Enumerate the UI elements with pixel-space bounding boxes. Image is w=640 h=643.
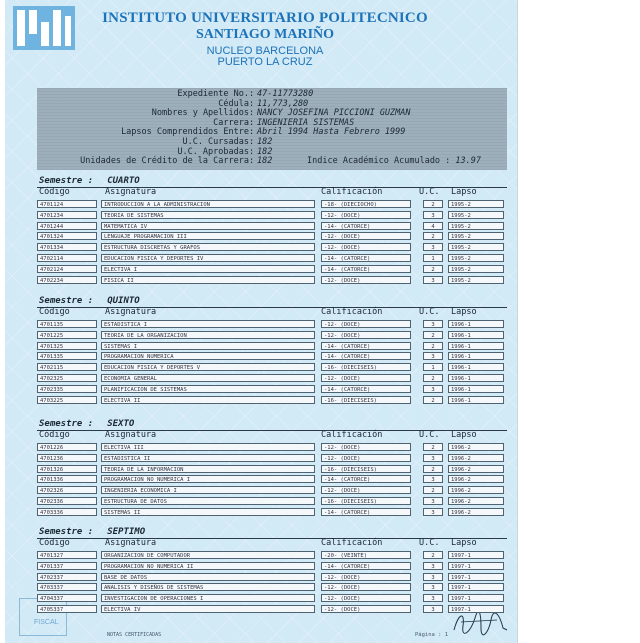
course-name: ORGANIZACION DE COMPUTADOR <box>101 551 315 559</box>
course-lapse: 1996-2 <box>448 497 504 505</box>
course-credits: 2 <box>423 200 443 208</box>
course-credits: 3 <box>423 562 443 570</box>
course-code: 4702234 <box>37 276 97 284</box>
course-lapse: 1996-1 <box>448 385 504 393</box>
course-code: 4702124 <box>37 265 97 273</box>
course-code: 4701244 <box>37 222 97 230</box>
course-grade: -12- (DOCE) <box>321 605 411 613</box>
semester-name: SEPTIMO <box>107 527 146 537</box>
semester-colon: : <box>82 419 94 429</box>
course-code: 4705337 <box>37 605 97 613</box>
column-header-code: Código <box>39 307 70 317</box>
info-value: 11,773,280 <box>257 98 309 109</box>
course-grade: -16- (DIECISEIS) <box>321 497 411 505</box>
course-row <box>5 254 517 264</box>
course-row <box>5 232 517 242</box>
info-label: Carrera <box>213 117 249 128</box>
course-credits: 2 <box>423 551 443 559</box>
course-credits: 3 <box>423 352 443 360</box>
semester-title <box>39 419 134 429</box>
course-code: 4702337 <box>37 573 97 581</box>
course-credits: 3 <box>423 211 443 219</box>
course-name: MATEMATICA IV <box>101 222 315 230</box>
column-header-uc: U.C. <box>419 307 440 317</box>
semester-colon: : <box>82 176 94 186</box>
course-name: PLANIFICACION DE SISTEMAS <box>101 385 315 393</box>
course-lapse: 1995-2 <box>448 222 504 230</box>
course-lapse: 1995-2 <box>448 211 504 219</box>
course-name: ESTRUCTURA DISCRETAS Y GRAFOS <box>101 243 315 251</box>
course-row <box>5 374 517 384</box>
course-grade: -14- (CATORCE) <box>321 342 411 350</box>
course-name: INTRODUCCION A LA ADMINISTRACION <box>101 200 315 208</box>
course-row <box>5 222 517 232</box>
course-grade: -16- (DIECISEIS) <box>321 363 411 371</box>
course-code: 4701225 <box>37 331 97 339</box>
course-grade: -14- (CATORCE) <box>321 254 411 262</box>
course-code: 4701324 <box>37 232 97 240</box>
course-credits: 2 <box>423 486 443 494</box>
course-grade: -16- (DIECISEIS) <box>321 465 411 473</box>
course-code: 4701327 <box>37 551 97 559</box>
course-row <box>5 465 517 475</box>
semester-name: QUINTO <box>107 296 140 306</box>
course-grade: -12- (DOCE) <box>321 211 411 219</box>
course-row <box>5 211 517 221</box>
footer-note: NOTAS CERTIFICADAS <box>107 632 162 638</box>
course-code: 4701325 <box>37 342 97 350</box>
course-credits: 1 <box>423 254 443 262</box>
course-grade: -14- (CATORCE) <box>321 562 411 570</box>
info-label: Cédula <box>218 98 249 109</box>
course-row <box>5 508 517 518</box>
info-value: 182 <box>257 146 273 157</box>
course-grade: -14- (CATORCE) <box>321 352 411 360</box>
course-lapse: 1997-1 <box>448 605 504 613</box>
course-credits: 3 <box>423 385 443 393</box>
course-row <box>5 562 517 572</box>
course-credits: 2 <box>423 374 443 382</box>
course-code: 4701336 <box>37 475 97 483</box>
semester-name: SEXTO <box>107 419 135 429</box>
course-row <box>5 475 517 485</box>
course-row <box>5 363 517 373</box>
course-code: 4702336 <box>37 497 97 505</box>
course-name: ELECTIVA I <box>101 265 315 273</box>
course-credits: 4 <box>423 222 443 230</box>
semester-label: Semestre <box>39 527 83 537</box>
campus-city: PUERTO LA CRUZ <box>217 56 313 68</box>
course-name: INGENIERIA ECONOMICA I <box>101 486 315 494</box>
course-code: 4702325 <box>37 374 97 382</box>
course-credits: 3 <box>423 276 443 284</box>
semester-label: Semestre <box>39 419 83 429</box>
course-name: EDUCACION FISICA Y DEPORTES IV <box>101 254 315 262</box>
academic-index-colon: : <box>440 156 456 167</box>
info-row <box>37 109 507 118</box>
course-name: ESTADISTICA II <box>101 454 315 462</box>
course-credits: 2 <box>423 232 443 240</box>
semester-name: CUARTO <box>107 176 140 186</box>
course-lapse: 1996-2 <box>448 486 504 494</box>
course-code: 4703336 <box>37 508 97 516</box>
column-header-subject: Asignatura <box>105 307 157 317</box>
course-code: 4701326 <box>37 465 97 473</box>
course-code: 4701334 <box>37 243 97 251</box>
course-lapse: 1996-1 <box>448 342 504 350</box>
course-row <box>5 605 517 615</box>
course-lapse: 1995-2 <box>448 200 504 208</box>
course-code: 4701335 <box>37 352 97 360</box>
course-name: ELECTIVA IV <box>101 605 315 613</box>
course-lapse: 1997-1 <box>448 551 504 559</box>
info-row <box>37 138 507 147</box>
info-colon: : <box>249 89 255 99</box>
academic-index <box>307 157 481 166</box>
course-credits: 2 <box>423 443 443 451</box>
course-lapse: 1997-1 <box>448 583 504 591</box>
course-lapse: 1996-1 <box>448 374 504 382</box>
semester-label: Semestre <box>39 296 83 306</box>
course-lapse: 1996-1 <box>448 396 504 404</box>
course-code: 4702335 <box>37 385 97 393</box>
column-header-uc: U.C. <box>419 187 440 197</box>
course-grade: -14- (CATORCE) <box>321 385 411 393</box>
semester-colon: : <box>82 527 94 537</box>
course-lapse: 1997-1 <box>448 562 504 570</box>
course-grade: -12- (DOCE) <box>321 443 411 451</box>
course-credits: 2 <box>423 331 443 339</box>
info-label: Lapsos Comprendidos Entre <box>121 127 249 138</box>
column-header-grade: Calificación <box>321 430 383 440</box>
info-colon: : <box>249 146 255 157</box>
course-lapse: 1996-2 <box>448 454 504 462</box>
course-name: FISICA II <box>101 276 315 284</box>
info-label: U.C. Cursadas <box>182 137 249 147</box>
course-row <box>5 352 517 362</box>
info-row <box>37 128 507 137</box>
course-name: PROGRAMACION NUMERICA <box>101 352 315 360</box>
course-row <box>5 551 517 561</box>
course-credits: 3 <box>423 573 443 581</box>
course-credits: 3 <box>423 454 443 462</box>
semester-colon: : <box>82 296 94 306</box>
course-lapse: 1996-2 <box>448 475 504 483</box>
course-name: INVESTIGACION DE OPERACIONES I <box>101 594 315 602</box>
course-code: 4701236 <box>37 454 97 462</box>
course-grade: -18- (DIECIOCHO) <box>321 200 411 208</box>
academic-index-value: 13.97 <box>455 156 482 167</box>
transcript-page <box>5 0 518 643</box>
column-header-lapse: Lapso <box>451 187 477 197</box>
course-lapse: 1997-1 <box>448 594 504 602</box>
course-credits: 3 <box>423 508 443 516</box>
course-row <box>5 331 517 341</box>
course-credits: 2 <box>423 342 443 350</box>
institute-name: INSTITUTO UNIVERSITARIO POLITECNICO <box>102 10 428 26</box>
course-name: EDUCACION FISICA Y DEPORTES V <box>101 363 315 371</box>
course-code: 4701226 <box>37 443 97 451</box>
course-credits: 3 <box>423 497 443 505</box>
course-lapse: 1995-2 <box>448 265 504 273</box>
course-grade: -12- (DOCE) <box>321 331 411 339</box>
semester-title <box>39 296 140 306</box>
course-grade: -12- (DOCE) <box>321 374 411 382</box>
info-label: Expediente No. <box>177 89 249 99</box>
course-credits: 1 <box>423 363 443 371</box>
course-grade: -12- (DOCE) <box>321 486 411 494</box>
course-row <box>5 200 517 210</box>
course-name: ELECTIVA III <box>101 443 315 451</box>
course-credits: 3 <box>423 594 443 602</box>
course-grade: -12- (DOCE) <box>321 594 411 602</box>
course-credits: 3 <box>423 583 443 591</box>
course-credits: 3 <box>423 320 443 328</box>
course-grade: -12- (DOCE) <box>321 243 411 251</box>
course-row <box>5 583 517 593</box>
column-header-lapse: Lapso <box>451 430 477 440</box>
course-code: 4702326 <box>37 486 97 494</box>
course-code: 4701135 <box>37 320 97 328</box>
column-header-grade: Calificación <box>321 538 383 548</box>
course-lapse: 1995-2 <box>448 243 504 251</box>
course-row <box>5 396 517 406</box>
course-grade: -12- (DOCE) <box>321 232 411 240</box>
column-header-subject: Asignatura <box>105 187 157 197</box>
column-header-subject: Asignatura <box>105 538 157 548</box>
course-grade: -12- (DOCE) <box>321 320 411 328</box>
course-code: 4703337 <box>37 583 97 591</box>
course-row <box>5 497 517 507</box>
course-credits: 2 <box>423 396 443 404</box>
course-name: ECONOMIA GENERAL <box>101 374 315 382</box>
course-grade: -14- (CATORCE) <box>321 265 411 273</box>
course-row <box>5 243 517 253</box>
campus-name: NUCLEO BARCELONA <box>206 45 324 57</box>
course-row <box>5 594 517 604</box>
course-grade: -20- (VEINTE) <box>321 551 411 559</box>
course-grade: -14- (CATORCE) <box>321 508 411 516</box>
course-row <box>5 443 517 453</box>
course-name: LENGUAJE PROGRAMACION III <box>101 232 315 240</box>
column-header-subject: Asignatura <box>105 430 157 440</box>
course-lapse: 1996-2 <box>448 443 504 451</box>
info-value: 182 <box>257 156 273 167</box>
course-row <box>5 342 517 352</box>
course-name: PROGRAMACION NO NUMERICA I <box>101 475 315 483</box>
course-lapse: 1995-2 <box>448 232 504 240</box>
column-header-uc: U.C. <box>419 538 440 548</box>
course-row <box>5 385 517 395</box>
course-lapse: 1995-2 <box>448 276 504 284</box>
course-lapse: 1996-1 <box>448 331 504 339</box>
institute-subname: SANTIAGO MARIÑO <box>195 27 335 42</box>
course-lapse: 1996-1 <box>448 363 504 371</box>
course-lapse: 1996-2 <box>448 508 504 516</box>
course-grade: -12- (DOCE) <box>321 573 411 581</box>
column-header-code: Código <box>39 187 70 197</box>
course-row <box>5 486 517 496</box>
course-lapse: 1997-1 <box>448 573 504 581</box>
info-colon: : <box>249 127 255 138</box>
course-name: TEORIA DE LA INFORMACION <box>101 465 315 473</box>
course-name: TEORIA DE LA ORGANIZACION <box>101 331 315 339</box>
course-grade: -12- (DOCE) <box>321 583 411 591</box>
semester-label: Semestre <box>39 176 83 186</box>
course-name: PROGRAMACION NO NUMERICA II <box>101 562 315 570</box>
info-colon: : <box>249 117 255 128</box>
course-lapse: 1996-2 <box>448 465 504 473</box>
stamp-label: FISCAL <box>34 619 59 626</box>
course-row <box>5 320 517 330</box>
info-label: U.C. Aprobadas <box>177 146 249 157</box>
column-header-grade: Calificación <box>321 187 383 197</box>
course-grade: -14- (CATORCE) <box>321 475 411 483</box>
column-header-grade: Calificación <box>321 307 383 317</box>
course-code: 4702115 <box>37 363 97 371</box>
column-header-lapse: Lapso <box>451 307 477 317</box>
course-name: SISTEMAS I <box>101 342 315 350</box>
course-row <box>5 276 517 286</box>
course-name: TEORIA DE SISTEMAS <box>101 211 315 219</box>
course-credits: 3 <box>423 605 443 613</box>
semester-title <box>39 176 140 186</box>
course-name: ELECTIVA II <box>101 396 315 404</box>
course-code: 4701124 <box>37 200 97 208</box>
course-name: ANALISIS Y DISEÑOS DE SISTEMAS <box>101 583 315 591</box>
info-value: NANCY JOSEFINA PICCIONI GUZMAN <box>257 108 411 119</box>
info-value: 47-11773280 <box>257 89 314 99</box>
page-number: Página : 1 <box>415 632 449 638</box>
course-lapse: 1996-1 <box>448 352 504 360</box>
info-label: Unidades de Crédito de la Carrera <box>80 156 249 167</box>
course-grade: -16- (DIECISEIS) <box>321 396 411 404</box>
course-lapse: 1995-2 <box>448 254 504 262</box>
course-code: 4702114 <box>37 254 97 262</box>
column-header-lapse: Lapso <box>451 538 477 548</box>
course-code: 4701337 <box>37 562 97 570</box>
course-grade: -12- (DOCE) <box>321 454 411 462</box>
info-colon: : <box>249 137 255 147</box>
course-code: 4701234 <box>37 211 97 219</box>
course-credits: 3 <box>423 243 443 251</box>
course-name: BASE DE DATOS <box>101 573 315 581</box>
info-colon: : <box>249 98 255 109</box>
info-value: Abril 1994 Hasta Febrero 1999 <box>257 127 406 138</box>
course-row <box>5 265 517 275</box>
course-grade: -12- (DOCE) <box>321 276 411 284</box>
course-credits: 2 <box>423 465 443 473</box>
column-header-code: Código <box>39 430 70 440</box>
course-name: ESTADISTICA I <box>101 320 315 328</box>
info-colon: : <box>249 108 255 119</box>
course-credits: 3 <box>423 475 443 483</box>
course-row <box>5 573 517 583</box>
course-grade: -14- (CATORCE) <box>321 222 411 230</box>
course-lapse: 1996-1 <box>448 320 504 328</box>
column-header-uc: U.C. <box>419 430 440 440</box>
semester-title <box>39 527 145 537</box>
course-name: ESTRUCTURA DE DATOS <box>101 497 315 505</box>
info-row <box>37 90 507 99</box>
academic-index-label: Indice Académico Acumulado <box>307 156 441 167</box>
column-header-code: Código <box>39 538 70 548</box>
course-code: 4704337 <box>37 594 97 602</box>
course-row <box>5 454 517 464</box>
course-code: 4703225 <box>37 396 97 404</box>
course-credits: 2 <box>423 265 443 273</box>
info-value: 182 <box>257 137 273 147</box>
info-value: INGENIERIA SISTEMAS <box>257 117 355 128</box>
course-name: SISTEMAS II <box>101 508 315 516</box>
info-colon: : <box>249 156 255 167</box>
info-label: Nombres y Apellidos <box>151 108 249 119</box>
